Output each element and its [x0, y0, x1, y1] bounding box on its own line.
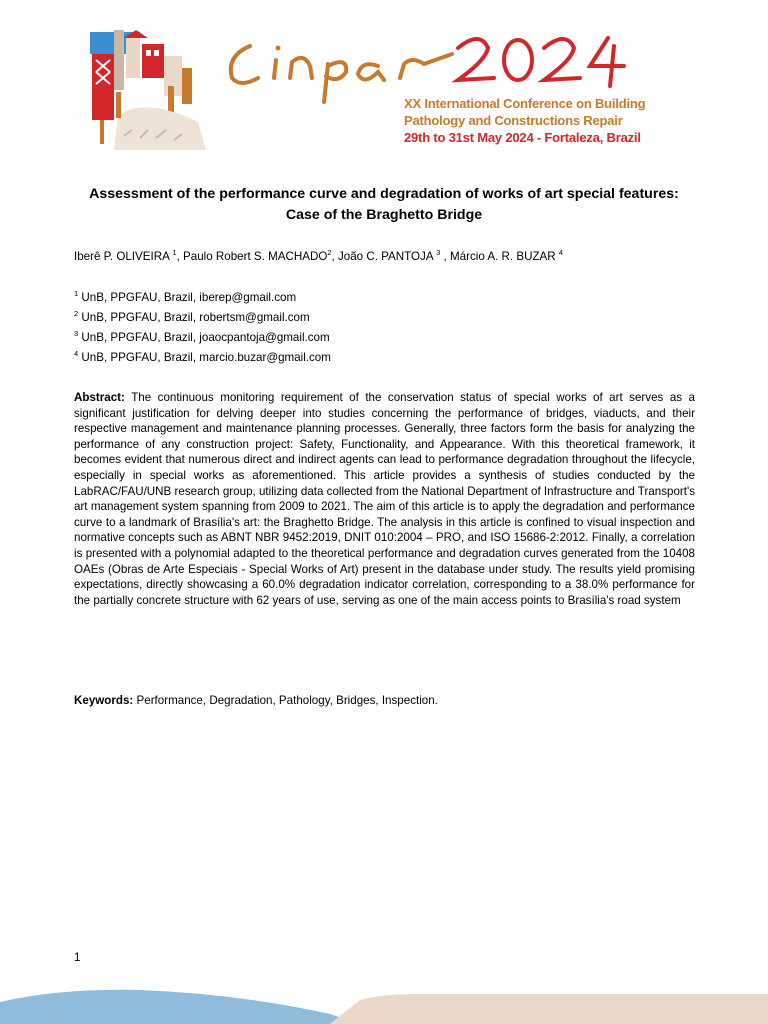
keywords-label: Keywords:: [74, 694, 134, 707]
author-affiliation-marker: 3: [436, 248, 441, 258]
affiliation-item: $^3$ UnB, PPGFAU, Brazil, joaocpantoja@gmail.com: [74, 329, 330, 344]
paper-title: Assessment of the performance curve and degradation of works of art special features: Case of the Braghetto Bridge: [89, 186, 679, 223]
author-name: Paulo Robert S. MACHADO: [183, 250, 328, 263]
affiliation-item: $^4$ UnB, PPGFAU, Brazil, marcio.buzar@gmail.com: [74, 349, 331, 364]
author-affiliation-marker: 4: [558, 248, 564, 258]
conference-name-line-1: XX International Conference on Building: [404, 96, 646, 111]
affiliation-list: [74, 290, 331, 370]
abstract-text: The continuous monitoring requirement of the conservation status of special works of art serves as a significant justification for delving deeper into studies concerning the performance of bridges, viaducts, and their respective management and maintenance planning processes. Generally, three factors form the basis for analyzing the performance of any construction project: Safety, Functionality, and Appearance. With this theoretical framework, it becomes evident that numerous direct and indirect agents can lead to performance degradation throughout the lifecycle, especially in special works as aforementioned. This article provides a synthesis of studies conducted by the LabRAC/FAU/UNB research group, utilizing data collected from the National Department of Infrastructure and Transport's art management system spanning from 2009 to 2021. The aim of this article is to apply the degradation and performance curve to a landmark of Brasília's art: the Braghetto Bridge. The analysis in this article is confined to visual inspection and normative concepts such as ABNT NBR 9452:2019, DNIT 010:2004 – PRO, and ISO 15686-2:2012. Finally, a correlation is presented with a polynomial adapted to the theoretical performance and degradation curves generated from the 10408 OAEs (Obras de Arte Especiais - Special Works of Art) present in the database under study. The results yield promising expectations, directly showcasing a 60.0% degradation indicator correlation, corresponding to a 38.0% performance for the partially concrete structure with 62 years of use, serving as one of the main access points to Brasília's road system: [74, 391, 695, 607]
affiliation-item: $^2$ UnB, PPGFAU, Brazil, robertsm@gmail.com: [74, 309, 310, 324]
keywords-text: Performance, Degradation, Pathology, Bridges, Inspection.: [136, 694, 438, 707]
page-number: 1: [74, 951, 81, 964]
conference-logo-wordmark: [218, 26, 688, 106]
author-affiliation-marker: 1: [172, 248, 177, 258]
conference-header: [88, 26, 688, 156]
author-name: João C. PANTOJA: [337, 250, 433, 263]
affiliation-item: $^1$ UnB, PPGFAU, Brazil, iberep@gmail.com: [74, 289, 297, 304]
keywords-paragraph: [74, 694, 438, 707]
abstract-paragraph: [74, 390, 695, 608]
author-name: Iberê P. OLIVEIRA: [74, 250, 170, 263]
footer-decoration: [0, 974, 768, 1024]
author-name: Márcio A. R. BUZAR: [450, 250, 556, 263]
author-affiliation-marker: 2: [327, 248, 332, 258]
abstract-label: Abstract:: [74, 391, 125, 404]
conference-name-line-2: Pathology and Constructions Repair: [404, 113, 623, 128]
author-list: Iberê P. OLIVEIRA $^1$, Paulo Robert S. MACHADO$^2$, João C. PANTOJA $^3$ , Márcio A. R. BUZAR $^4$: [74, 248, 564, 263]
conference-logo-illustration: [88, 26, 218, 156]
conference-date-location: 29th to 31st May 2024 - Fortaleza, Brazil: [404, 130, 641, 145]
